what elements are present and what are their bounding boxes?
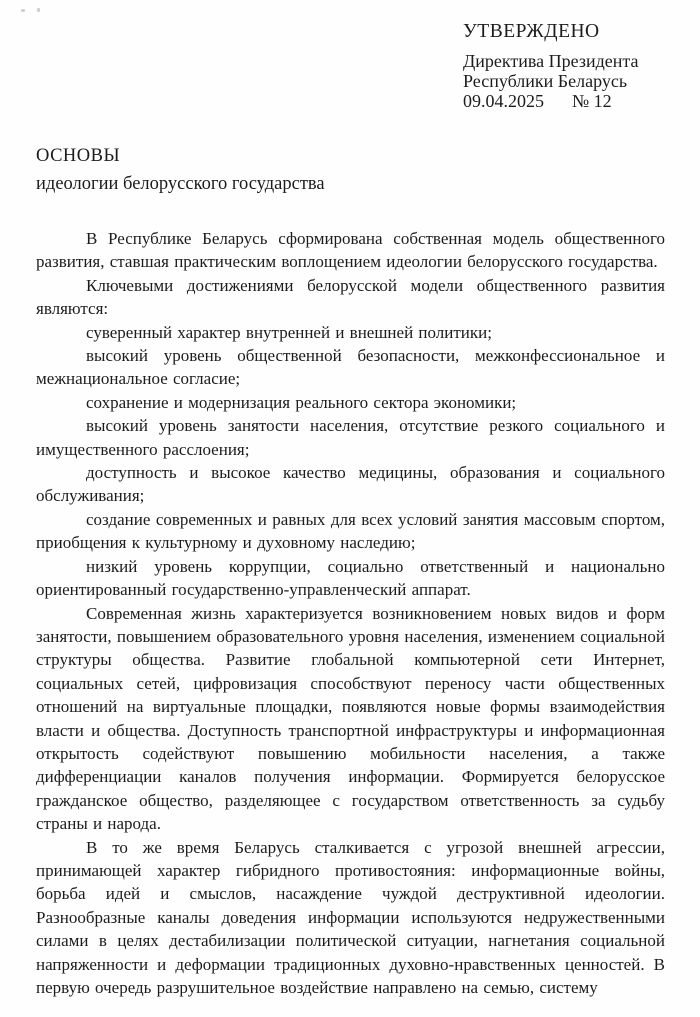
approval-number: № 12 (572, 91, 612, 111)
paragraph: высокий уровень занятости населения, отсутствие резкого социального и имущественного расслоения; (36, 416, 665, 459)
paragraph: низкий уровень коррупции, социально ответственный и национально ориентированный государственно-управленческий аппарат. (36, 556, 665, 600)
approval-date-row (463, 91, 693, 111)
paragraph: сохранение и модернизация реального сектора экономики; (86, 392, 517, 412)
scan-artifact (21, 9, 25, 12)
document-body (36, 227, 665, 999)
document-subtitle: идеологии белорусского государства (36, 173, 325, 194)
approval-status: УТВЕРЖДЕНО (463, 21, 600, 42)
paragraph: В Республике Беларусь сформирована собственная модель общественного развития, ставшая практическим воплощением идеологии белорусского государства. (36, 229, 665, 272)
scan-artifact (37, 8, 40, 12)
title-block (36, 143, 636, 198)
approval-date: 09.04.2025 (463, 91, 544, 111)
approval-document-type: Директива Президента (463, 51, 639, 71)
paragraph: доступность и высокое качество медицины, образования и социального обслуживания; (36, 463, 665, 506)
paragraph: Современная жизнь характеризуется возникновением новых видов и форм занятости, повышением образовательного уровня населения, изменением социальной структуры общества. Развитие глобальной компьютерной сети Интернет, социальных сетей, цифровизация способствуют переносу части общественных отношений на виртуальные площадки, появляются новые формы взаимодействия власти и общества. Доступность транспортной инфраструктуры и информационная открытость содействуют повышению мобильности населения, а также дифференциации каналов получения информации. Формируется белорусское гражданское общество, разделяющее с государством ответственность за судьбу страны и народа. (36, 603, 665, 834)
approval-block (463, 22, 693, 111)
paragraph: Ключевыми достижениями белорусской модели общественного развития являются: (36, 275, 665, 319)
paragraph: суверенный характер внутренней и внешней политики; (86, 322, 492, 342)
document-title: ОСНОВЫ (36, 146, 121, 166)
paragraph: высокий уровень общественной безопасности, межконфессиональное и межнациональное согласие; (36, 346, 665, 389)
paragraph: В то же время Беларусь сталкивается с угрозой внешней агрессии, принимающей характер гибридного противостояния: информационные войны, борьба идей и смыслов, насаждение чуждой деструктивной идеологии. Разнообразные каналы доведения информации используются недружественными силами в целях дестабилизации политической ситуации, нагнетания социальной напряженности и деформации традиционных духовно-нравственных ценностей. В первую очередь разрушительное воздействие направлено на семью, систему (36, 837, 665, 997)
approval-issuer: Республики Беларусь (463, 71, 628, 91)
paragraph: создание современных и равных для всех условий занятия массовым спортом, приобщения к культурному и духовному наследию; (36, 509, 665, 553)
